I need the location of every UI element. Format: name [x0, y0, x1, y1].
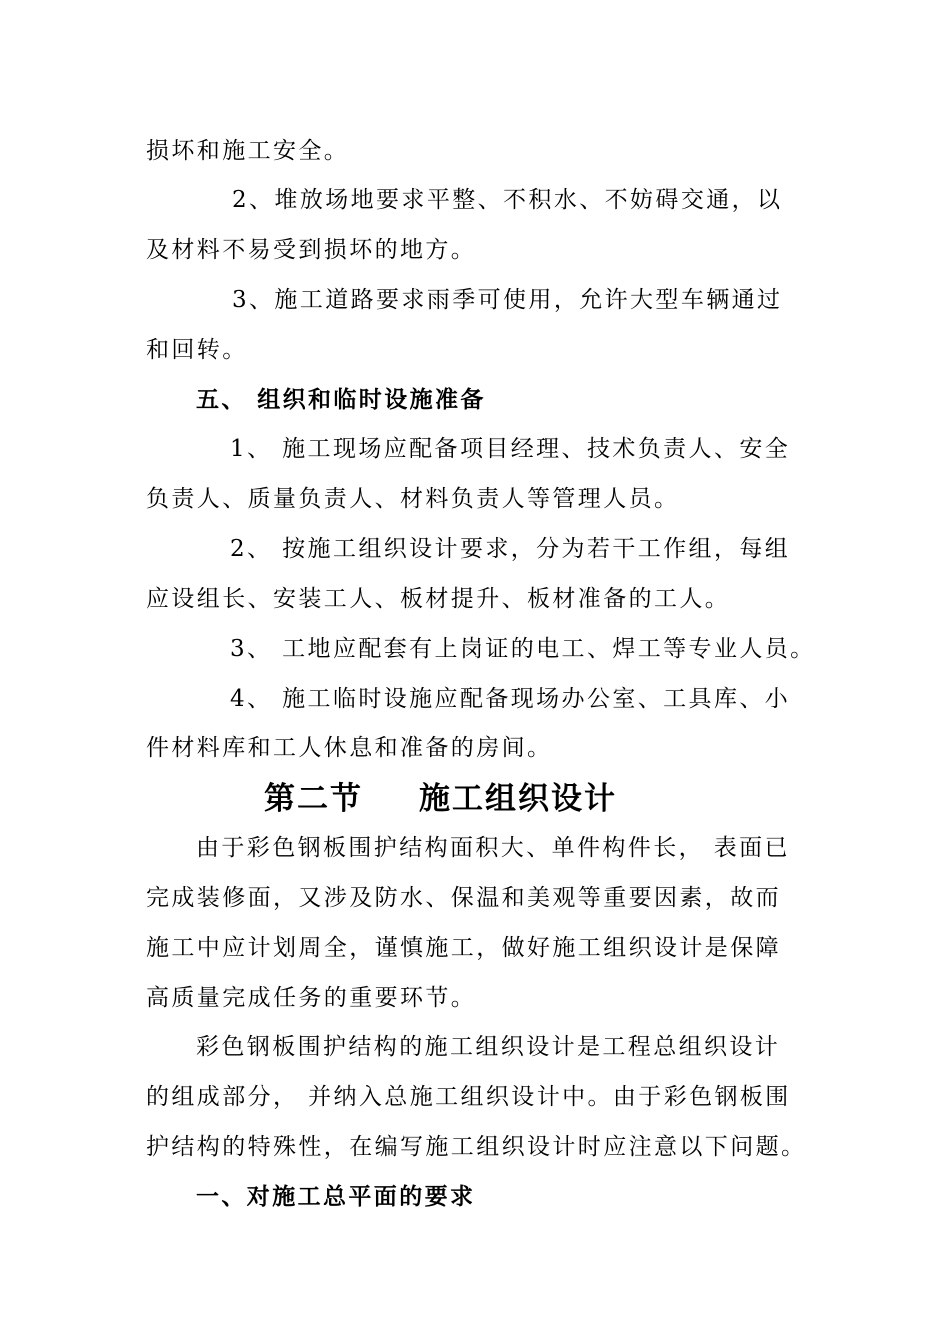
paragraph-line: 负责人、质量负责人、材料负责人等管理人员。	[146, 486, 680, 512]
paragraph-line: 3、施工道路要求雨季可使用，允许大型车辆通过	[232, 287, 783, 313]
paragraph-line: 4、 施工临时设施应配备现场办公室、工具库、小	[230, 686, 791, 712]
paragraph-line: 及材料不易受到损坏的地方。	[146, 237, 477, 263]
paragraph-line: 施工中应计划周全，谨慎施工，做好施工组织设计是保障	[146, 935, 781, 961]
paragraph-line: 护结构的特殊性，在编写施工组织设计时应注意以下问题。	[146, 1134, 807, 1160]
subsection-heading: 五、 组织和临时设施准备	[196, 386, 486, 413]
section-title: 施工组织设计	[419, 781, 617, 817]
paragraph-line: 1、 施工现场应配备项目经理、技术负责人、安全	[230, 436, 791, 462]
paragraph-line: 损坏和施工安全。	[146, 138, 350, 164]
paragraph-line: 彩色钢板围护结构的施工组织设计是工程总组织设计	[196, 1034, 781, 1060]
section-heading	[264, 779, 617, 819]
paragraph-line: 2、堆放场地要求平整、不积水、不妨碍交通，以	[232, 187, 783, 213]
subsection-heading: 一、对施工总平面的要求	[196, 1183, 476, 1210]
paragraph-line: 件材料库和工人休息和准备的房间。	[146, 735, 553, 761]
paragraph-line: 和回转。	[146, 337, 248, 363]
paragraph-line: 高质量完成任务的重要环节。	[146, 985, 477, 1011]
paragraph-line: 2、 按施工组织设计要求，分为若干工作组，每组	[230, 536, 791, 562]
section-number: 第二节	[264, 781, 363, 817]
paragraph-line: 应设组长、安装工人、板材提升、板材准备的工人。	[146, 586, 731, 612]
paragraph-line: 的组成部分， 并纳入总施工组织设计中。由于彩色钢板围	[146, 1084, 791, 1110]
paragraph-line: 完成装修面，又涉及防水、保温和美观等重要因素，故而	[146, 885, 781, 911]
paragraph-line: 3、 工地应配套有上岗证的电工、焊工等专业人员。	[230, 636, 816, 662]
paragraph-line: 由于彩色钢板围护结构面积大、单件构件长， 表面已	[196, 835, 790, 861]
